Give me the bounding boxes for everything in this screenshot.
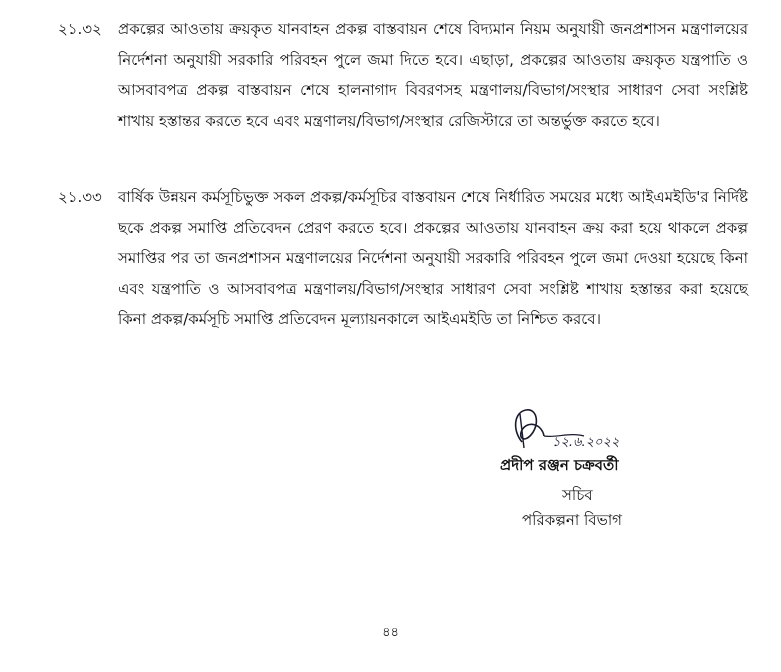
- signature-date: ১২.৬.২০২২: [552, 435, 620, 450]
- page-number: ৪৪: [382, 625, 399, 640]
- paragraph-21-33: [58, 182, 748, 335]
- paragraph-21-32: [58, 14, 748, 136]
- paragraph-text: প্রকল্পের আওতায় ক্রয়কৃত যানবাহন প্রকল্প বাস্তবায়ন শেষে বিদ্যমান নিয়ম অনুযায়ী জনপ্রশাসন মন্ত্রণালয়ের নির্দেশনা অনুযায়ী সরকারি পরিবহন পুলে জমা দিতে হবে। এছাড়া, প্রকল্পের আওতায় ক্রয়কৃত যন্ত্রপাতি ও আসবাবপত্র প্রকল্প বাস্তবায়ন শেষে হালনাগাদ বিবরণসহ মন্ত্রণালয়/বিভাগ/সংস্থার সাধারণ সেবা সংশ্লিষ্ট শাখায় হস্তান্তর করতে হবে এবং মন্ত্রণালয়/বিভাগ/সংস্থার রেজিস্টারে তা অন্তর্ভুক্ত করতে হবে।: [118, 20, 748, 130]
- signatory-name: প্রদীপ রঞ্জন চক্রবর্তী: [500, 456, 619, 474]
- paragraph-text: বার্ষিক উন্নয়ন কর্মসূচিভুক্ত সকল প্রকল্প/কর্মসূচির বাস্তবায়ন শেষে নির্ধারিত সময়ের মধ্যে আইএমইডি'র নির্দিষ্ট ছকে প্রকল্প সমাপ্তি প্রতিবেদন প্রেরণ করতে হবে। প্রকল্পের আওতায় যানবাহন ক্রয় করা হয়ে থাকলে প্রকল্প সমাপ্তির পর তা জনপ্রশাসন মন্ত্রণালয়ের নির্দেশনা অনুযায়ী সরকারি পরিবহন পুলে জমা দেওয়া হয়েছে কিনা এবং যন্ত্রপাতি ও আসবাবপত্র মন্ত্রণালয়/বিভাগ/সংস্থার সাধারণ সেবা সংশ্লিষ্ট শাখায় হস্তান্তর করা হয়েছে কিনা প্রকল্প/কর্মসূচি সমাপ্তি প্রতিবেদন মূল্যায়নকালে আইএমইডি তা নিশ্চিত করবে।: [118, 188, 748, 328]
- paragraph-number: ২১.৩২: [58, 20, 102, 38]
- signatory-department: পরিকল্পনা বিভাগ: [522, 511, 622, 529]
- handwritten-signature: [500, 402, 650, 456]
- signatory-title: সচিব: [562, 486, 593, 504]
- paragraph-number: ২১.৩৩: [58, 188, 102, 206]
